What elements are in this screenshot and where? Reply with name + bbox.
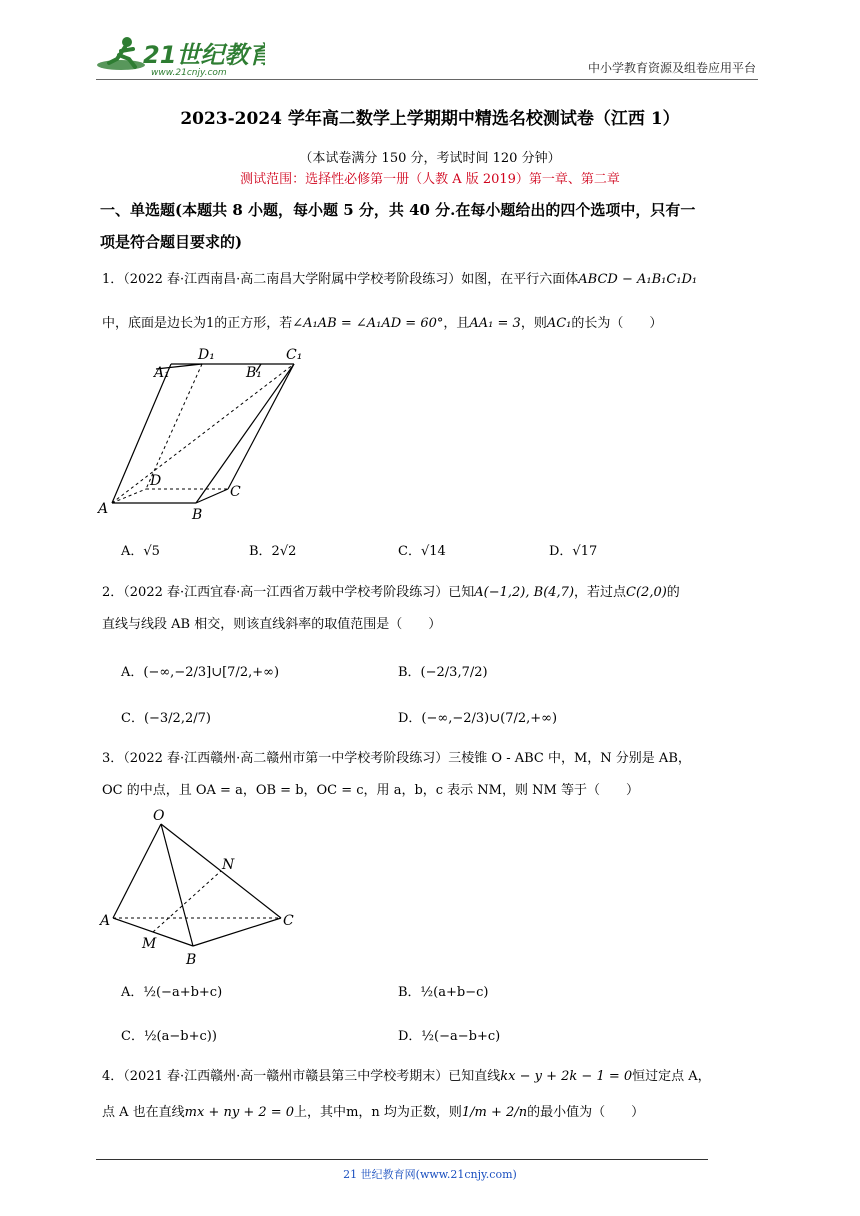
figure-parallelepiped — [96, 343, 311, 527]
q1-option-c[interactable]: C．√14 — [398, 544, 446, 559]
question-2 — [102, 578, 762, 640]
question-source: （2022 春·江西南昌·高二南昌大学附属中学校考阶段练习） — [123, 272, 462, 287]
q3-option-c[interactable]: C．½(a−b+c)) — [121, 1029, 217, 1044]
question-text: 点 A 也在直线 — [102, 1105, 185, 1120]
section-heading-line1: 一、单选题(本题共 8 小题，每小题 5 分，共 40 分.在每小题给出的四个选项中，只有一 — [100, 201, 696, 219]
question-text: 上，其中 — [294, 1105, 347, 1120]
question-text: m，n 均为正数，则 — [346, 1105, 462, 1120]
question-4 — [102, 1062, 762, 1128]
fig3-label-N: N — [222, 857, 235, 873]
math-expr: AA₁ = 3 — [469, 316, 521, 331]
fig3-label-C: C — [283, 913, 294, 929]
math-expr: mx + ny + 2 = 0 — [184, 1105, 295, 1120]
question-number: 1． — [102, 272, 124, 287]
q2-option-c[interactable]: C．(−3/2,2/7) — [121, 711, 211, 726]
question-text: ，若过点 — [574, 585, 627, 600]
figure-tetrahedron — [98, 808, 303, 972]
q2-option-d[interactable]: D．(−∞,−2/3)∪(7/2,+∞) — [398, 711, 558, 726]
math-expr: ∠A₁AB = ∠A₁AD = 60° — [292, 316, 444, 331]
question-text: 三棱锥 O - ABC 中，M，N 分别是 AB， — [448, 751, 691, 766]
question-source: （2022 春·江西赣州·高二赣州市第一中学校考阶段练习） — [123, 751, 449, 766]
question-text: ，则 — [520, 316, 547, 331]
logo-url: www.21cnjy.com — [151, 68, 227, 78]
fig1-label-D: D — [150, 473, 162, 489]
q3-option-d[interactable]: D．½(−a−b+c) — [398, 1029, 501, 1044]
question-4-line2 — [102, 1098, 762, 1128]
question-2-line1 — [102, 578, 762, 608]
math-expr: A(−1,2), B(4,7) — [474, 585, 575, 600]
math-expr: ABCD − A₁B₁C₁D₁ — [578, 272, 698, 287]
question-text: 已知 — [448, 585, 475, 600]
question-text: 的最小值为（ ） — [527, 1105, 645, 1120]
question-1-line1 — [102, 265, 762, 295]
math-expr: AC₁ — [546, 316, 572, 331]
question-text: 已知直线 — [448, 1069, 501, 1084]
question-3-line2: OC 的中点，且 OA = a，OB = b，OC = c，用 a，b，c 表示 NM，则 NM 等于（ ） — [102, 783, 639, 798]
section-heading-line2: 项是符合题目要求的) — [100, 233, 243, 251]
math-expr: C(2,0) — [626, 585, 667, 600]
header-platform-text: 中小学教育资源及组卷应用平台 — [587, 61, 756, 75]
question-text: 如图，在平行六面体 — [461, 272, 579, 287]
math-expr: 1/m + 2/n — [461, 1105, 528, 1120]
page-title: 2023-2024 学年高二数学上学期期中精选名校测试卷（江西 1） — [180, 109, 680, 129]
fig1-label-C1: C₁ — [286, 347, 303, 363]
section-heading — [100, 194, 760, 258]
site-logo — [95, 33, 265, 79]
fig1-label-A: A — [98, 501, 109, 517]
question-text: 中，底面是边长为1的正方形，若 — [102, 316, 293, 331]
q1-option-a[interactable]: A．√5 — [121, 544, 160, 559]
fig3-label-A: A — [100, 913, 111, 929]
question-number: 3． — [102, 751, 124, 766]
fig1-label-B: B — [192, 507, 203, 523]
question-text: 的长为（ ） — [571, 316, 663, 331]
fig3-label-B: B — [186, 952, 197, 968]
q3-option-a[interactable]: A．½(−a+b+c) — [121, 985, 223, 1000]
question-4-line1 — [102, 1062, 762, 1092]
question-3-line1 — [102, 744, 762, 774]
question-1 — [102, 265, 762, 339]
q1-option-b[interactable]: B．2√2 — [249, 544, 297, 559]
question-2-line2: 直线与线段 AB 相交，则该直线斜率的取值范围是（ ） — [102, 617, 442, 632]
footer-divider — [96, 1159, 708, 1160]
q3-option-b[interactable]: B．½(a+b−c) — [398, 985, 489, 1000]
question-source: （2022 春·江西宜春·高一江西省万载中学校考阶段练习） — [123, 585, 449, 600]
fig3-label-M: M — [142, 936, 157, 952]
exam-info: （本试卷满分 150 分，考试时间 120 分钟） — [299, 151, 561, 166]
header-divider — [96, 79, 758, 80]
fig1-label-B1: B₁ — [246, 365, 262, 381]
fig3-label-O: O — [153, 808, 165, 824]
math-expr: kx − y + 2k − 1 = 0 — [500, 1069, 633, 1084]
exam-range: 测试范围：选择性必修第一册（人教 A 版 2019）第一章、第二章 — [240, 172, 620, 187]
question-text: 的 — [666, 585, 680, 600]
q1-option-d[interactable]: D．√17 — [549, 544, 598, 559]
q2-option-a[interactable]: A．(−∞,−2/3]∪[7/2,+∞) — [121, 665, 280, 680]
fig1-label-D1: D₁ — [198, 347, 215, 363]
question-1-line2 — [102, 309, 762, 339]
fig1-label-C: C — [230, 484, 241, 500]
question-number: 4． — [102, 1069, 124, 1084]
question-source: （2021 春·江西赣州·高一赣州市赣县第三中学校考期末） — [123, 1069, 449, 1084]
footer-site-link[interactable]: 21 世纪教育网(www.21cnjy.com) — [343, 1168, 517, 1181]
question-number: 2． — [102, 585, 124, 600]
q2-option-b[interactable]: B．(−2/3,7/2) — [398, 665, 488, 680]
fig1-label-A1: A₁ — [154, 365, 170, 381]
logo-text: 21世纪教育 — [143, 41, 265, 69]
question-text: 恒过定点 A， — [632, 1069, 711, 1084]
question-text: ，且 — [443, 316, 470, 331]
question-3 — [102, 744, 762, 806]
